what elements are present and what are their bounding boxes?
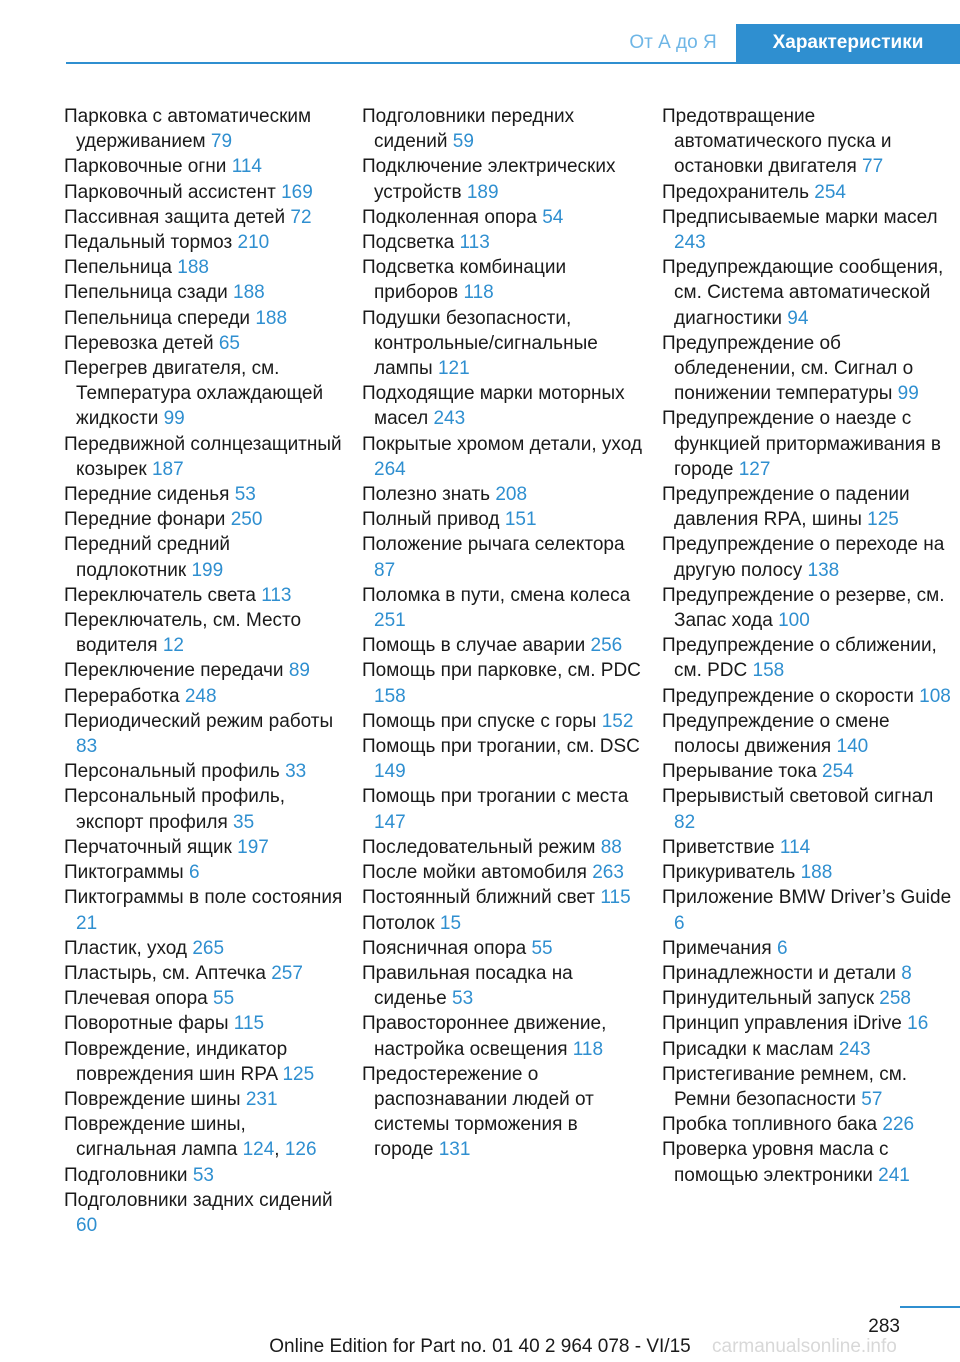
page-link[interactable]: 140 — [836, 736, 869, 758]
entry-term: Помощь при парковке, см. PDC — [362, 660, 641, 682]
index-column-2 — [362, 104, 642, 1163]
entry-term: Повреждение, индикатор повреждения шин RPA — [64, 1038, 288, 1085]
entry-term: Подушки безопасности, контрольные/сигнальные лампы — [362, 307, 598, 380]
entry-term: Пробка топливного бака — [662, 1114, 878, 1136]
index-entry — [662, 104, 958, 180]
entry-term: Подсветка комбинации приборов — [362, 257, 567, 304]
entry-term: Парковка с автоматическим удерживанием — [64, 106, 312, 153]
page-link[interactable]: 226 — [882, 1114, 915, 1136]
page-link[interactable]: 6 — [776, 937, 788, 959]
index-entry — [662, 1112, 958, 1137]
entry-term: Прерывание тока — [662, 761, 817, 783]
index-entry — [64, 356, 344, 432]
page-link[interactable]: 126 — [284, 1139, 317, 1161]
entry-term: Плечевая опора — [64, 988, 208, 1010]
entry-term: Предупреждение о наезде с функцией притормаживания в городе — [662, 408, 941, 480]
page-link[interactable]: 15 — [439, 912, 462, 934]
entry-term: Передние фонари — [64, 509, 226, 531]
index-entry — [64, 1188, 344, 1238]
index-entry — [362, 230, 642, 255]
page-link[interactable]: 243 — [838, 1038, 871, 1060]
index-entry — [662, 759, 958, 784]
entry-term: Переработка — [64, 685, 180, 707]
index-entry — [64, 482, 344, 507]
index-entry — [662, 583, 958, 633]
index-entry — [662, 482, 958, 532]
index-entry — [662, 406, 958, 482]
index-entry — [64, 331, 344, 356]
page-link[interactable]: 243 — [433, 408, 466, 430]
index-entry — [64, 1163, 344, 1188]
page-link[interactable]: 188 — [255, 307, 288, 329]
index-entry — [362, 734, 642, 784]
page-link[interactable]: 250 — [230, 509, 263, 531]
index-entry — [64, 709, 344, 759]
page-link[interactable]: 256 — [590, 635, 623, 657]
index-entry — [662, 835, 958, 860]
entry-term: Пристегивание ремнем, см. Ремни безопасности — [662, 1063, 908, 1110]
index-entry — [362, 784, 642, 834]
page-link[interactable]: 113 — [459, 232, 490, 254]
entry-term: Пепельница спереди — [64, 307, 251, 329]
page-link[interactable]: 231 — [245, 1088, 278, 1110]
index-entry — [64, 608, 344, 658]
page-link[interactable]: 254 — [822, 761, 854, 783]
index-entry — [662, 784, 958, 834]
entry-term: Повреждение шины, сигнальная лампа — [64, 1114, 246, 1161]
index-entry — [362, 633, 642, 658]
page-link[interactable]: 127 — [738, 458, 771, 480]
index-entry — [662, 885, 958, 935]
index-entry — [662, 936, 958, 961]
page-link[interactable]: 188 — [177, 257, 209, 279]
entry-term: Подсветка — [362, 232, 455, 254]
page-link[interactable]: 248 — [184, 685, 217, 707]
index-entry — [64, 1011, 344, 1036]
page-link[interactable]: 53 — [234, 484, 256, 506]
entry-term: Предупреждение о переходе на другую полосу — [662, 534, 945, 581]
page-link[interactable]: 57 — [861, 1088, 883, 1110]
index-entry — [64, 1037, 344, 1087]
page-link[interactable]: 124 — [242, 1139, 275, 1161]
page-link[interactable]: 114 — [231, 156, 262, 178]
page-link[interactable]: 77 — [862, 156, 884, 178]
page-link[interactable]: 265 — [192, 937, 225, 959]
entry-term: Проверка уровня масла с помощью электроники — [662, 1139, 889, 1186]
index-entry — [362, 1011, 642, 1061]
index-entry — [662, 205, 958, 255]
entry-term: Правостороннее движение, настройка освещения — [362, 1013, 607, 1060]
entry-term: Пепельница сзади — [64, 282, 228, 304]
entry-term: Пассивная защита детей — [64, 206, 286, 228]
entry-term: Присадки к маслам — [662, 1038, 834, 1060]
page-link[interactable]: 243 — [674, 232, 706, 254]
page-link[interactable]: 118 — [572, 1038, 604, 1060]
watermark: carmanualsonline.info — [712, 1336, 897, 1357]
entry-term: Поворотные фары — [64, 1013, 229, 1035]
index-entry — [362, 583, 642, 633]
index-entry — [64, 684, 344, 709]
index-entry — [64, 658, 344, 683]
entry-term: Предупреждение о резерве, см. Запас хода — [662, 584, 945, 632]
entry-term: Передвижной солнцезащитный козырек — [64, 433, 342, 480]
entry-term: Покрытые хромом детали, уход — [362, 433, 642, 455]
index-entry — [362, 885, 642, 910]
page-link[interactable]: 210 — [237, 232, 270, 254]
entry-term: Принадлежности и детали — [662, 962, 896, 984]
index-entry — [362, 381, 642, 431]
page-link[interactable]: 115 — [600, 887, 631, 909]
index-entry: Повреждение шины, сигнальная лампа 124, 126 — [64, 1114, 317, 1161]
index-entry — [662, 986, 958, 1011]
page-link[interactable]: 188 — [233, 282, 265, 304]
page-link[interactable]: 113 — [261, 584, 292, 606]
entry-term: Предохранитель — [662, 181, 809, 203]
index-entry — [662, 684, 958, 709]
entry-term: Положение рычага селектора — [362, 534, 625, 556]
page-link[interactable]: 138 — [807, 559, 840, 581]
index-entry — [662, 532, 958, 582]
entry-term: Предписываемые марки масел — [662, 206, 938, 228]
index-entry — [64, 306, 344, 331]
entry-term: После мойки автомобиля — [362, 862, 587, 884]
page-link[interactable]: 257 — [271, 962, 303, 984]
entry-term: Поясничная опора — [362, 937, 527, 959]
page-link[interactable]: 65 — [218, 332, 240, 354]
page-link[interactable]: 82 — [674, 811, 696, 833]
page-number: 283 — [868, 1316, 900, 1337]
page-link[interactable]: 147 — [374, 811, 406, 833]
entry-term: Перчаточный ящик — [64, 836, 232, 858]
entry-term: Подколенная опора — [362, 206, 537, 228]
index-entry — [362, 432, 642, 482]
entry-term: Пластырь, см. Аптечка — [64, 962, 266, 984]
index-entry — [362, 507, 642, 532]
index-entry — [64, 205, 344, 230]
page-link[interactable]: 263 — [592, 862, 624, 884]
page-link[interactable]: 16 — [907, 1013, 929, 1035]
entry-term: Предупреждение о скорости — [662, 685, 914, 707]
index-entry — [362, 154, 642, 204]
index-column-3 — [662, 104, 958, 1188]
index-entry — [362, 205, 642, 230]
index-entry — [662, 1137, 958, 1187]
index-entry — [64, 885, 344, 935]
page-link[interactable]: 169 — [281, 181, 313, 203]
page-link[interactable]: 94 — [787, 307, 809, 329]
entry-term: Предупреждение о падении давления RPA, шины — [662, 484, 910, 531]
page-link[interactable]: 151 — [504, 509, 537, 531]
index-entry — [64, 104, 344, 154]
entry-term: Последовательный режим — [362, 836, 596, 858]
page-link[interactable]: 89 — [288, 660, 310, 682]
index-entry — [662, 633, 958, 683]
tab-a-to-z[interactable]: От А до Я — [629, 32, 717, 53]
page-link[interactable]: 79 — [210, 131, 233, 153]
index-entry — [362, 532, 642, 582]
page-link[interactable]: 258 — [879, 988, 911, 1010]
page-link[interactable]: 114 — [779, 836, 811, 858]
entry-term: Подголовники передних сидений — [362, 106, 575, 153]
index-entry — [64, 507, 344, 532]
entry-term: Подключение электрических устройств — [362, 156, 616, 203]
entry-term: Предотвращение автоматического пуска и остановки двигателя — [662, 106, 892, 178]
page-link[interactable]: 131 — [438, 1139, 471, 1161]
entry-term: Приветствие — [662, 836, 775, 858]
page-link[interactable]: 251 — [374, 610, 406, 632]
entry-term: Прерывистый световой сигнал — [662, 786, 934, 808]
footer-rule — [900, 1306, 960, 1308]
index-entry — [64, 961, 344, 986]
page-link[interactable]: 83 — [76, 736, 98, 758]
index-entry — [64, 180, 344, 205]
entry-term: Подголовники задних сидений — [64, 1189, 333, 1211]
page-link[interactable]: 87 — [374, 559, 396, 581]
header-rule — [66, 62, 960, 64]
index-entry — [64, 255, 344, 280]
page-link[interactable]: 55 — [213, 988, 235, 1010]
index-entry — [662, 180, 958, 205]
index-entry — [362, 911, 642, 936]
entry-term: Прикуриватель — [662, 862, 796, 884]
entry-term: Пиктограммы в поле состояния — [64, 887, 343, 909]
entry-term: Предостережение о распознавании людей от системы торможения в городе — [362, 1063, 594, 1161]
index-entry — [64, 784, 344, 834]
page-link[interactable]: 33 — [285, 761, 307, 783]
page-link[interactable]: 59 — [452, 131, 474, 153]
entry-term: Предупреждение о сближении, см. PDC — [662, 635, 937, 682]
page-link[interactable]: 197 — [237, 836, 269, 858]
index-entry — [64, 1087, 344, 1112]
index-entry — [64, 759, 344, 784]
page-link[interactable]: 264 — [374, 458, 406, 480]
index-entry — [662, 1062, 958, 1112]
entry-term: Периодический режим работы — [64, 710, 334, 732]
page-link[interactable]: 121 — [437, 358, 470, 380]
page-link[interactable]: 208 — [495, 484, 528, 506]
page-link[interactable]: 55 — [531, 937, 553, 959]
index-entry — [662, 860, 958, 885]
page-link[interactable]: 115 — [233, 1013, 265, 1035]
index-entry — [362, 835, 642, 860]
page-link[interactable]: 125 — [282, 1063, 315, 1085]
page-link[interactable]: 53 — [192, 1164, 214, 1186]
entry-term: Предупреждающие сообщения, см. Система автоматической диагностики — [662, 257, 944, 329]
tab-characteristics[interactable]: Характеристики — [736, 24, 960, 64]
index-entry — [362, 255, 642, 305]
index-entry — [64, 936, 344, 961]
page-link[interactable]: 6 — [674, 912, 685, 934]
page-link[interactable]: 188 — [800, 862, 833, 884]
entry-term: Правильная посадка на сиденье — [362, 962, 573, 1010]
page-link[interactable]: 118 — [463, 282, 494, 304]
index-entry — [64, 583, 344, 608]
page-link[interactable]: 53 — [452, 988, 474, 1010]
entry-term: Передние сиденья — [64, 484, 230, 506]
index-entry — [662, 961, 958, 986]
page-link[interactable]: 99 — [897, 383, 919, 405]
entry-term: Пепельница — [64, 257, 172, 279]
index-entry — [64, 432, 344, 482]
entry-term: Предупреждение о смене полосы движения — [662, 710, 890, 758]
entry-term: Повреждение шины — [64, 1088, 241, 1110]
index-entry — [662, 255, 958, 331]
entry-term: Подходящие марки моторных масел — [362, 383, 625, 430]
entry-term: Парковочные огни — [64, 156, 227, 178]
entry-term: Пластик, уход — [64, 937, 188, 959]
page-link[interactable]: 152 — [601, 710, 634, 732]
entry-term: Помощь в случае аварии — [362, 635, 586, 657]
page-link[interactable]: 125 — [867, 509, 899, 531]
page-link[interactable]: 6 — [188, 862, 200, 884]
page-link[interactable]: 254 — [814, 181, 846, 203]
entry-term: Персональный профиль, экспорт профиля — [64, 786, 286, 833]
entry-term: Постоянный ближний свет — [362, 887, 596, 909]
index-entry — [362, 306, 642, 382]
page-link[interactable]: 158 — [374, 685, 406, 707]
index-entry — [64, 860, 344, 885]
index-entry — [64, 280, 344, 305]
index-entry — [64, 230, 344, 255]
entry-term: Предупреждение об обледенении, см. Сигнал о понижении температуры — [662, 332, 914, 405]
page-header — [0, 24, 960, 64]
entry-term: Полезно знать — [362, 484, 491, 506]
index-entry — [662, 331, 958, 407]
index-entry — [64, 835, 344, 860]
entry-term: Потолок — [362, 912, 435, 934]
entry-term: Подголовники — [64, 1164, 188, 1186]
entry-term: Парковочный ассистент — [64, 181, 276, 203]
page-link[interactable]: 8 — [901, 962, 912, 984]
entry-term: Помощь при трогании, см. DSC — [362, 736, 640, 758]
index-entry — [362, 709, 642, 734]
entry-term: Примечания — [662, 937, 772, 959]
entry-term: Помощь при спуске с горы — [362, 710, 597, 732]
index-entry — [362, 860, 642, 885]
index-entry — [362, 658, 642, 708]
page-link[interactable]: 108 — [919, 685, 951, 707]
page-link[interactable]: 187 — [151, 458, 184, 480]
entry-term: Переключатель света — [64, 584, 256, 606]
entry-term: Приложение BMW Driver’s Guide — [662, 887, 952, 909]
entry-term: Принцип управления iDrive — [662, 1013, 902, 1035]
index-column-1 — [64, 104, 344, 1238]
index-entry — [362, 961, 642, 1011]
entry-term: Переключатель, см. Место водителя — [64, 610, 302, 657]
entry-term: Поломка в пути, смена колеса — [362, 584, 631, 606]
page-link[interactable]: 199 — [191, 559, 224, 581]
page-link[interactable]: 158 — [752, 660, 785, 682]
index-entry — [362, 482, 642, 507]
entry-term: Принудительный запуск — [662, 988, 875, 1010]
index-entry — [662, 1037, 958, 1062]
page-link[interactable]: 149 — [374, 761, 406, 783]
entry-term: Полный привод — [362, 509, 500, 531]
entry-term: Передний средний подлокотник — [64, 534, 231, 581]
page-link[interactable]: 60 — [76, 1214, 98, 1236]
entry-term: Персональный профиль — [64, 761, 280, 783]
page-link[interactable]: 241 — [878, 1164, 910, 1186]
page-link[interactable]: 100 — [778, 610, 810, 632]
entry-term: Пиктограммы — [64, 862, 184, 884]
index-entry — [362, 936, 642, 961]
page-link[interactable]: 189 — [466, 181, 499, 203]
index-entry — [362, 1062, 642, 1163]
index-entry — [64, 986, 344, 1011]
entry-term: Переключение передачи — [64, 660, 284, 682]
page-link[interactable]: 12 — [162, 635, 184, 657]
page-link[interactable]: 54 — [542, 206, 564, 228]
page-link[interactable]: 21 — [76, 912, 98, 934]
page-link[interactable]: 35 — [233, 811, 255, 833]
page-link[interactable]: 88 — [600, 836, 622, 858]
entry-term: Помощь при трогании с места — [362, 786, 629, 808]
entry-term: Педальный тормоз — [64, 232, 233, 254]
index-entry — [662, 709, 958, 759]
page-link[interactable]: 72 — [290, 206, 312, 228]
entry-term: Перегрев двигателя, см. Температура охлаждающей жидкости — [64, 358, 324, 430]
index-entry — [662, 1011, 958, 1036]
index-entry — [362, 104, 642, 154]
index-entry — [64, 154, 344, 179]
entry-term: Перевозка детей — [64, 332, 214, 354]
page-link[interactable]: 99 — [163, 408, 185, 430]
edition-line: Online Edition for Part no. 01 40 2 964 078 - VI/15 — [269, 1336, 691, 1357]
index-entry — [64, 532, 344, 582]
